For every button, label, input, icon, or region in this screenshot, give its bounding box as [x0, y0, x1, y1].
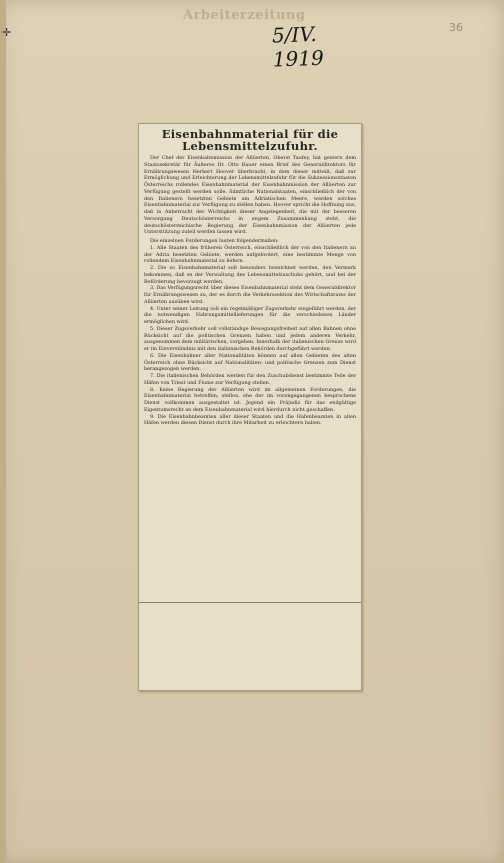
newspaper-stamp: Arbeiterzeitung: [183, 8, 306, 23]
article-point: 2. Die so Eisenbahnmaterial soll besonders bezeichnet werden, den Vermerk bekommen, daß es der Verwaltung des Lebensmittelzuschubs gehört, und bei der Beförderung bevorzugt werden.: [144, 265, 356, 285]
page-number: 36: [449, 21, 463, 34]
article-point: 3. Das Verfügungsrecht über dieses Eisenbahnmaterial steht dem Generaldirektor für Ernährungswesen zu, der es durch die Verkehrssektion des Wirtschaftsrates der Alliierten ausüben wird.: [144, 285, 356, 305]
page-edge: [0, 0, 6, 863]
article-title: Eisenbahnmaterial für die Lebensmittelzufuhr.: [161, 127, 339, 153]
margin-mark: ✛: [2, 26, 12, 39]
article-point: 1. Alle Staaten des früheren Österreich, einschließlich der von den Italienern an der Adria besetzten Gebiete, werden aufgefordert, eine bestimmte Menge von rollendem Eisenbahnmaterial zu liefern.: [144, 244, 356, 265]
article-point: 8. Keine Regierung der Alliierten wird im allgemeinen Forderungen, die Eisenbahnmaterial betreffen, stellen, ehe der im vorangegangenen besprochene Dienst vollkommen ausgestaltet ist. Jegend ein Präjudiz für das endgültige Eigentumsrecht an dem Eisenbahnmaterial wird hierdurch nicht geschaffen.: [144, 386, 356, 413]
article-point: 9. Die Eisenbahnbeamten aller dieser Staaten und die Hafenbeamten in allen Häfen werden diesen Dienst durch ihre Mitarbeit zu erleichtern haben.: [144, 413, 356, 427]
article-point: 4. Unter seiner Leitung soll ein regelmäßiger Zugsverkehr eingeführt werden, der die notwendigen Nahrungsmittellieferungen für die verschiedenen Länder ermöglichen wird.: [144, 305, 356, 325]
clipping-fold-line: [139, 602, 361, 603]
newspaper-clipping: [138, 123, 362, 691]
handwritten-date: 5/IV. 1919: [271, 21, 325, 72]
article-point: 6. Die Eisenbahner aller Nationalitäten können auf allen Gebieten des alten Österreich ohne Rücksicht auf Nationalitäten- und politische Grenzen zum Dienst herangezogen werden.: [144, 352, 356, 373]
article-lead: Die einzelnen Forderungen lauten folgendermaßen:: [150, 238, 279, 244]
article-point: 7. Die italienischen Behörden werden für den Zuschubdienst bestimmte Teile der Häfen von Triest und Fiume zur Verfügung stellen.: [144, 373, 356, 386]
article-intro: Der Chef der Eisenbahnmission der Alliierten, Oberst Taufey, hat gestern dem Staatssekretär für Äußeres Dr. Otto Bauer einen Brief des Generaldirektors für Ernährungswesen Herbert Hoover überbracht, in dem dieser mitteilt, daß zur Ermöglichung und Erleichterung der Lebensmittelzufuhr für die Sukzessionsstaaten Österreichs rollendes Eisenbahnmaterial der Eisenbahnmission der Alliierten zur Verfügung gestellt werden solle. Sämtliche Nationalstaaten, einschließlich der von den Italienern besetzten Gebiete am Adriatischen Meere, werden solches Eisenbahnmaterial zur Verfügung zu stellen haben. Hoover spricht die Hoffnung aus, daß in Anbetracht der Wichtigkeit dieser Angelegenheit, die mit der besseren Versorgung Deutschösterreichs in engem Zusammenhang steht, die deutschösterreichische Regierung der Eisenbahnmission der Alliierten jede Unterstützung zuteil werden lassen wird.: [144, 155, 356, 236]
article-point: 5. Dieser Zugsverkehr soll vollständige Bewegungsfreiheit auf allen Bahnen ohne Rücksicht auf die politischen Grenzen haben und jedem anderen Verkehr, ausgenommen dem militärischen, vorgehen. Innerhalb der italienischen Grenze wird er im Einverständnis mit den italienischen Behörden durchgeführt werden.: [144, 325, 356, 352]
